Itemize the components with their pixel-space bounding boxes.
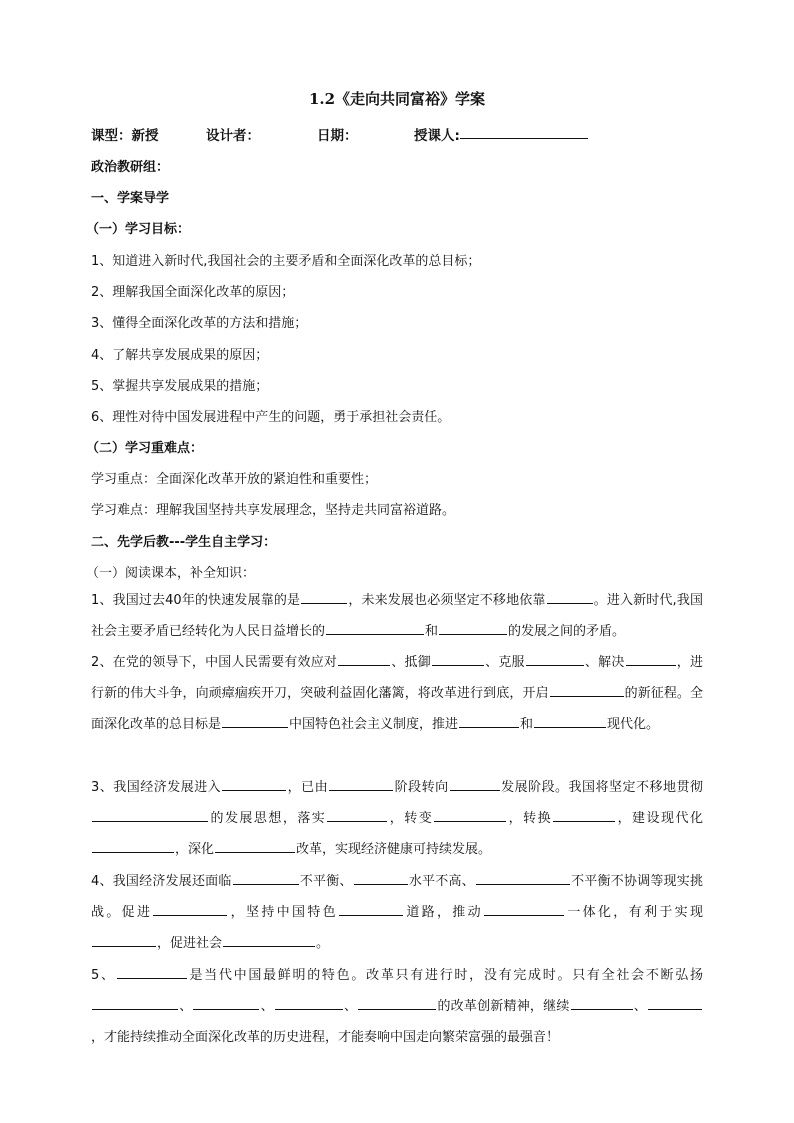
q4-text: 4、我国经济发展还面临 xyxy=(91,874,232,889)
section2-heading: 二、先学后教---学生自主学习： xyxy=(91,535,277,550)
q4-text: 水平不高、 xyxy=(408,874,475,889)
q2-text: 、抵御 xyxy=(391,655,431,670)
q4-text: 道路，推动 xyxy=(403,905,483,920)
page-title: 1.2《走向共同富裕》学案 xyxy=(308,90,486,108)
q4-text: 。 xyxy=(316,936,330,951)
q5-text: 、 xyxy=(343,999,358,1014)
q2-text: 中国特色社会主义制度，推进 xyxy=(289,717,459,732)
q3-text: 3、我国经济发展进入 xyxy=(91,780,222,795)
section2-subheading: （一）阅读课本，补全知识： xyxy=(86,566,256,581)
q5-text: 、 xyxy=(179,999,193,1014)
fill-blank[interactable] xyxy=(92,997,178,1010)
q3-text: 发展阶段。我国将坚定不移地贯彻 xyxy=(500,780,703,795)
q3-text: ，转变 xyxy=(388,811,434,826)
fill-blank[interactable] xyxy=(326,622,424,635)
q4-text: 一体化，有利于实现 xyxy=(564,905,703,920)
q3-text: ，建设现代化 xyxy=(616,811,703,826)
q1-text: 的发展之间的矛盾。 xyxy=(508,624,626,639)
fill-blank[interactable] xyxy=(338,653,390,666)
q2-text: 、解决 xyxy=(584,655,625,670)
q3-text: ，转换 xyxy=(507,811,553,826)
fill-blank[interactable] xyxy=(153,903,227,916)
fill-blank[interactable] xyxy=(339,903,403,916)
q3-text: ，已由 xyxy=(287,780,329,795)
question-3 xyxy=(91,772,703,865)
difficult-point: 学习难点：理解我国坚持共享发展理念，坚持走共同富裕道路。 xyxy=(91,503,456,518)
q5-text: ，才能持续推动全面深化改革的历史进程，才能奏响中国走向繁荣富强的最强音！ xyxy=(91,1030,560,1045)
group-label: 政治教研组： xyxy=(91,160,170,175)
q3-text: ，深化 xyxy=(175,842,215,857)
q2-text: 的新征程。全面深化改革的总目标是 xyxy=(91,686,703,732)
q5-text: 5、 xyxy=(91,968,116,983)
fill-blank[interactable] xyxy=(450,778,500,791)
fill-blank[interactable] xyxy=(626,653,676,666)
fill-blank[interactable] xyxy=(432,653,484,666)
q4-text: ，促进社会 xyxy=(157,936,223,951)
q4-text: 不平衡不协调等现实挑战。促进 xyxy=(91,874,703,920)
goal-item: 4、了解共享发展成果的原因； xyxy=(91,348,269,363)
fill-blank[interactable] xyxy=(571,997,633,1010)
fill-blank[interactable] xyxy=(223,934,315,947)
teacher-label xyxy=(414,124,460,144)
fill-blank[interactable] xyxy=(439,622,507,635)
goal-item: 6、理性对待中国发展进程中产生的问题，勇于承担社会责任。 xyxy=(91,410,451,425)
fill-blank[interactable] xyxy=(547,591,593,604)
question-4 xyxy=(91,866,703,959)
q5-text: 、 xyxy=(260,999,274,1014)
fill-blank[interactable] xyxy=(275,997,343,1010)
fill-blank[interactable] xyxy=(476,872,570,885)
q1-text: 1、我国过去40年的快速发展靠的是 xyxy=(91,593,301,608)
q1-text: ，未来发展也必须坚定不移地依靠 xyxy=(348,593,546,608)
fill-blank[interactable] xyxy=(553,809,615,822)
q2-text: 现代化。 xyxy=(607,717,660,732)
fill-blank[interactable] xyxy=(117,966,187,979)
goal-item: 2、理解我国全面深化改革的原因； xyxy=(91,285,295,300)
q5-text: 的改革创新精神，继续 xyxy=(437,999,570,1014)
fill-blank[interactable] xyxy=(92,840,174,853)
date-label: 日期： xyxy=(317,128,358,144)
key-point: 学习重点：全面深化改革开放的紧迫性和重要性； xyxy=(91,472,378,487)
fill-blank[interactable] xyxy=(550,684,624,697)
goal-item: 1、知道进入新时代,我国社会的主要矛盾和全面深化改革的总目标； xyxy=(91,254,481,269)
fill-blank[interactable] xyxy=(484,903,564,916)
section1-heading: 一、学案导学 xyxy=(91,191,170,206)
designer-label: 设计者： xyxy=(206,128,260,144)
q2-text: ，进行新的伟大斗争，向顽瘴痼疾开刀，突破利益固化藩篱，将改革进行到底，开启 xyxy=(91,655,703,701)
q3-text: 阶段转向 xyxy=(394,780,449,795)
fill-blank[interactable] xyxy=(215,840,295,853)
fill-blank[interactable] xyxy=(358,997,436,1010)
q3-text: 改革，实现经济健康可持续发展。 xyxy=(296,842,492,857)
fill-blank[interactable] xyxy=(354,872,408,885)
fill-blank[interactable] xyxy=(329,778,393,791)
q2-text: 和 xyxy=(520,717,534,732)
q5-text: 是当代中国最鲜明的特色。改革只有进行时，没有完成时。只有全社会不断弘扬 xyxy=(187,968,703,983)
fill-blank[interactable] xyxy=(92,934,156,947)
fill-blank[interactable] xyxy=(648,997,702,1010)
fill-blank[interactable] xyxy=(193,997,259,1010)
q3-text: 的发展思想，落实 xyxy=(209,811,327,826)
fill-blank[interactable] xyxy=(434,809,506,822)
fill-blank[interactable] xyxy=(222,778,286,791)
goal-item: 5、掌握共享发展成果的措施； xyxy=(91,379,269,394)
q5-text: 、 xyxy=(633,999,647,1014)
q2-text: 2、在党的领导下，中国人民需要有效应对 xyxy=(91,655,338,670)
question-5 xyxy=(91,960,703,1053)
teacher-label-text: 授课人: xyxy=(414,128,460,144)
fill-blank[interactable] xyxy=(301,591,347,604)
q4-text: 不平衡、 xyxy=(299,874,353,889)
fill-blank[interactable] xyxy=(459,715,519,728)
course-type: 课型：新授 xyxy=(91,128,159,144)
question-2 xyxy=(91,647,703,740)
q1-text: 。进入新时代,我国社会主要矛盾已经转化为人民日益增长的 xyxy=(91,593,703,639)
fill-blank[interactable] xyxy=(327,809,387,822)
fill-blank[interactable] xyxy=(222,715,288,728)
fill-blank[interactable] xyxy=(526,653,584,666)
q1-text: 和 xyxy=(425,624,439,639)
goals-heading: （一）学习目标： xyxy=(86,222,191,237)
key-points-heading: （二）学习重难点： xyxy=(86,441,204,456)
fill-blank[interactable] xyxy=(534,715,606,728)
fill-blank[interactable] xyxy=(233,872,299,885)
teacher-blank xyxy=(460,124,588,139)
question-1 xyxy=(91,585,703,647)
q4-text: ，坚持中国特色 xyxy=(228,905,338,920)
q2-text: 、克服 xyxy=(484,655,525,670)
goal-item: 3、懂得全面深化改革的方法和措施； xyxy=(91,316,308,331)
fill-blank[interactable] xyxy=(92,809,208,822)
